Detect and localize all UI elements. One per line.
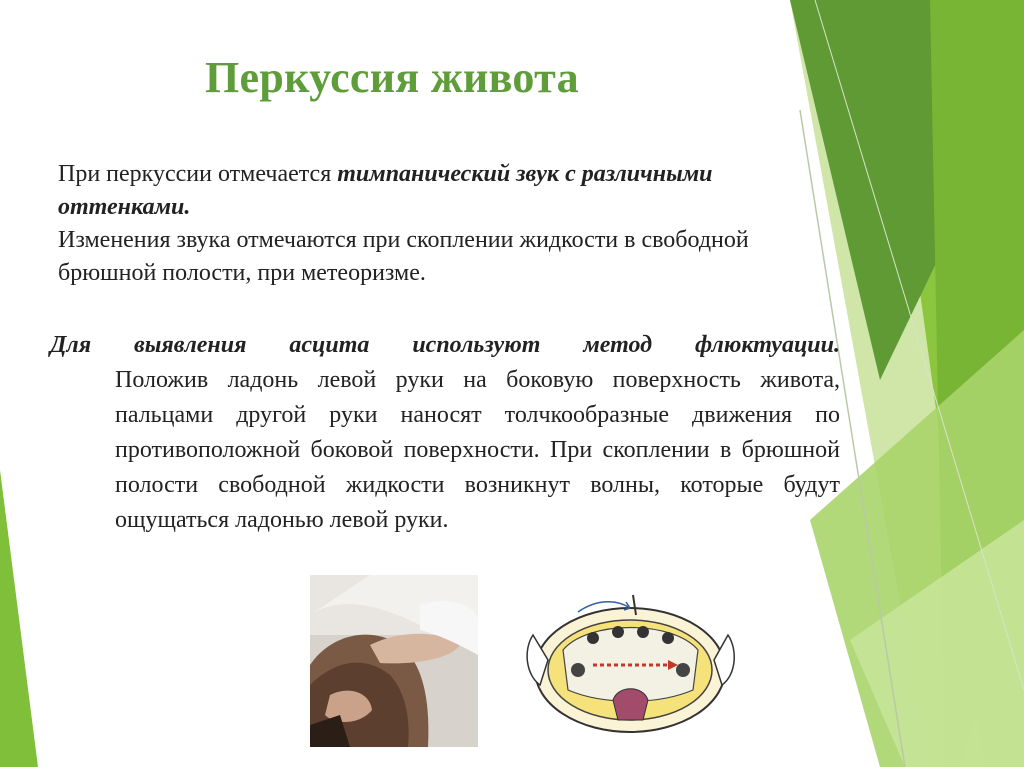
fluctuation-lead: Для выявления асцита используют метод флюктуации. [50, 332, 840, 358]
intro-line-2: Изменения звука отмечаются при скоплении жидкости в свободной брюшной полости, при метеоризме. [58, 227, 749, 286]
left-green-wedge [0, 470, 38, 767]
intro-paragraph [58, 158, 758, 290]
slide-title: Перкуссия живота [205, 53, 579, 102]
intro-text-plain: При перкуссии отмечается [58, 161, 338, 187]
fluctuation-photo [310, 575, 478, 747]
fluctuation-paragraph [50, 328, 840, 538]
fluctuation-body: Положив ладонь левой руки на боковую поверхность живота, пальцами другой руки наносят толчкообразные движения по противоположной боковой поверхности. При скоплении в брюшной полости свободной жидкости возникнут волны, которые будут ощущаться ладонью левой руки. [115, 367, 840, 533]
intro-text-emphasis: тимпанический звук с различными оттенками. [58, 161, 713, 220]
fluctuation-diagram [518, 590, 743, 740]
intro-line-1 [58, 158, 758, 224]
